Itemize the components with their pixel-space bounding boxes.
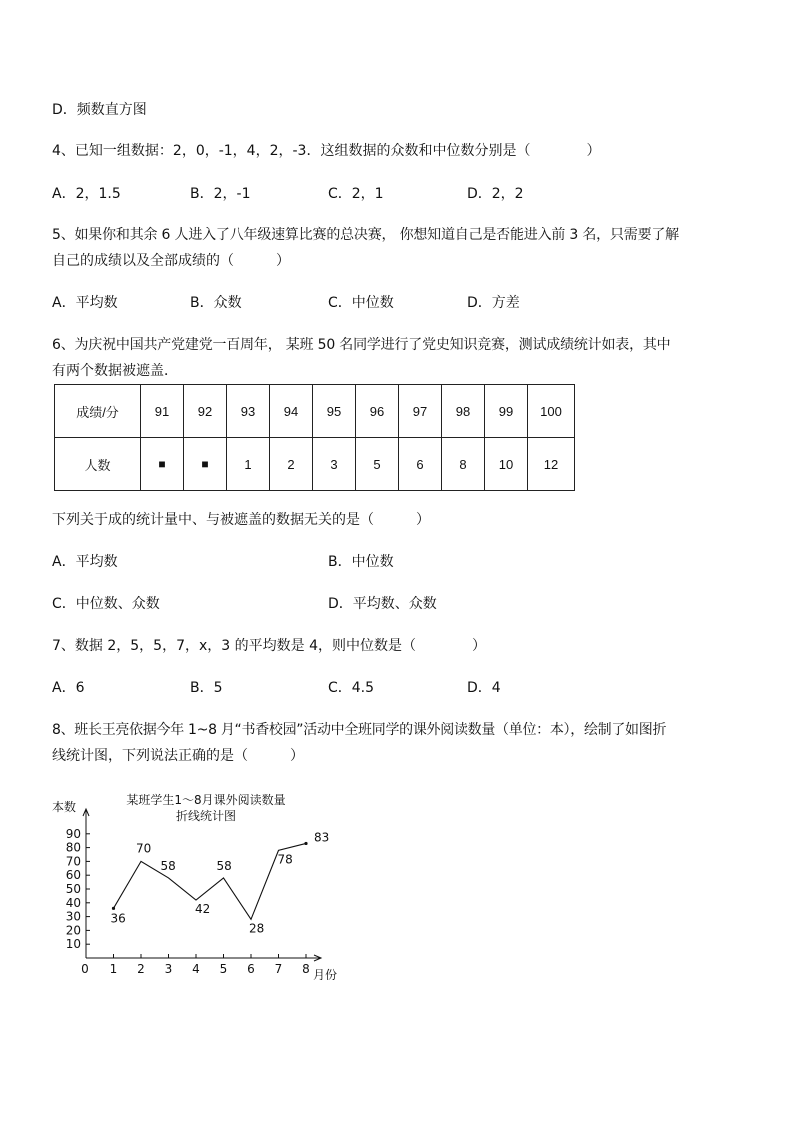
x-tick-label: 4 — [192, 962, 200, 976]
score-cell: 100 — [528, 385, 575, 438]
count-cell: 3 — [313, 438, 356, 491]
data-point — [304, 842, 307, 845]
covered-count-cell: ■ — [184, 438, 227, 491]
y-tick-label: 80 — [65, 840, 81, 855]
q7-option-d: D．4 — [467, 680, 501, 696]
count-cell: 1 — [227, 438, 270, 491]
y-tick-label: 70 — [65, 854, 81, 869]
q4-option-a: A．2，1.5 — [52, 186, 121, 202]
q6-option-a: A．平均数 — [52, 554, 118, 570]
count-row-header: 人数 — [55, 438, 141, 491]
covered-count-cell: ■ — [141, 438, 184, 491]
chart-series — [111, 830, 330, 935]
line-chart — [44, 785, 364, 990]
count-cell: 5 — [356, 438, 399, 491]
count-cell: 12 — [528, 438, 575, 491]
q4-option-c: C．2，1 — [328, 186, 384, 202]
y-tick-label: 40 — [65, 895, 81, 910]
q7-option-a: A．6 — [52, 680, 85, 696]
q7-option-c: C．4.5 — [328, 680, 375, 696]
data-point — [112, 907, 115, 910]
count-row — [55, 438, 575, 491]
q6-stem-line2: 有两个数据被遮盖． — [52, 363, 178, 379]
score-cell: 98 — [442, 385, 485, 438]
chart-y-label: 本数 — [52, 800, 77, 814]
score-cell: 99 — [485, 385, 528, 438]
y-tick-label: 10 — [65, 937, 81, 952]
q6-question: 下列关于成的统计量中、与被遮盖的数据无关的是（ ） — [52, 512, 430, 528]
score-cell: 94 — [270, 385, 313, 438]
q8-stem-line1: 8、班长王亮依据今年 1~8 月“书香校园”活动中全班同学的课外阅读数量（单位：本），绘制了如图折 — [52, 722, 667, 738]
data-label: 58 — [160, 858, 176, 873]
q4-stem: 4、已知一组数据：2，0，-1，4，2，-3．这组数据的众数和中位数分别是（ ） — [52, 143, 601, 159]
q3-option-d: D．频数直方图 — [52, 102, 147, 118]
q4-option-b: B．2，-1 — [190, 186, 251, 202]
chart-title-line2: 折线统计图 — [175, 809, 237, 823]
count-cell: 6 — [399, 438, 442, 491]
y-tick-label: 20 — [65, 923, 81, 938]
y-tick-label: 90 — [65, 826, 81, 841]
score-table — [54, 384, 575, 491]
x-tick-label: 2 — [137, 962, 145, 976]
data-label: 78 — [277, 852, 293, 867]
q6-option-d: D．平均数、众数 — [328, 596, 437, 612]
count-cell: 2 — [270, 438, 313, 491]
q5-stem-line2: 自己的成绩以及全部成绩的（ ） — [52, 253, 290, 269]
score-cell: 96 — [356, 385, 399, 438]
q5-option-c: C．中位数 — [328, 295, 394, 311]
x-tick-label: 8 — [302, 962, 310, 976]
data-label: 83 — [314, 830, 330, 845]
chart-x-label: 月份 — [313, 968, 338, 982]
y-tick-label: 60 — [65, 868, 81, 883]
score-cell: 97 — [399, 385, 442, 438]
chart-ticks — [66, 827, 310, 976]
q7-option-b: B．5 — [190, 680, 223, 696]
x-tick-label: 5 — [219, 962, 228, 976]
q6-option-c: C．中位数、众数 — [52, 596, 160, 612]
q7-stem: 7、数据 2，5，5，7，x，3 的平均数是 4，则中位数是（ ） — [52, 638, 486, 654]
score-cell: 91 — [141, 385, 184, 438]
chart-axes — [83, 809, 321, 961]
q8-stem-line2: 线统计图，下列说法正确的是（ ） — [52, 748, 304, 764]
data-label: 28 — [249, 921, 265, 936]
chart-title-line1: 某班学生1～8月课外阅读数量 — [126, 793, 286, 807]
y-tick-label: 30 — [65, 909, 81, 924]
x-tick-label: 1 — [109, 962, 118, 976]
x-tick-label: 3 — [164, 962, 173, 976]
q5-stem-line1: 5、如果你和其余 6 人进入了八年级速算比赛的总决赛， 你想知道自己是否能进入前 3 名，只需要了解 — [52, 227, 679, 243]
score-row — [55, 385, 575, 438]
score-cell: 92 — [184, 385, 227, 438]
score-cell: 93 — [227, 385, 270, 438]
x-tick-label: 6 — [247, 962, 255, 976]
data-label: 70 — [136, 841, 152, 856]
score-cell: 95 — [313, 385, 356, 438]
q5-option-a: A．平均数 — [52, 295, 118, 311]
q5-option-b: B．众数 — [190, 295, 242, 311]
y-tick-label: 50 — [65, 882, 81, 896]
data-label: 42 — [195, 902, 211, 917]
q5-option-d: D．方差 — [467, 295, 520, 311]
score-row-header: 成绩/分 — [55, 385, 141, 438]
x-tick-label: 0 — [81, 962, 89, 976]
count-cell: 10 — [485, 438, 528, 491]
count-cell: 8 — [442, 438, 485, 491]
x-tick-label: 7 — [274, 962, 283, 976]
data-label: 36 — [110, 911, 126, 926]
q4-option-d: D．2，2 — [467, 186, 524, 202]
q6-option-b: B．中位数 — [328, 554, 394, 570]
q6-stem-line1: 6、为庆祝中国共产党建党一百周年， 某班 50 名同学进行了党史知识竞赛，测试成绩统计如表，其中 — [52, 337, 671, 353]
data-label: 58 — [216, 858, 232, 873]
